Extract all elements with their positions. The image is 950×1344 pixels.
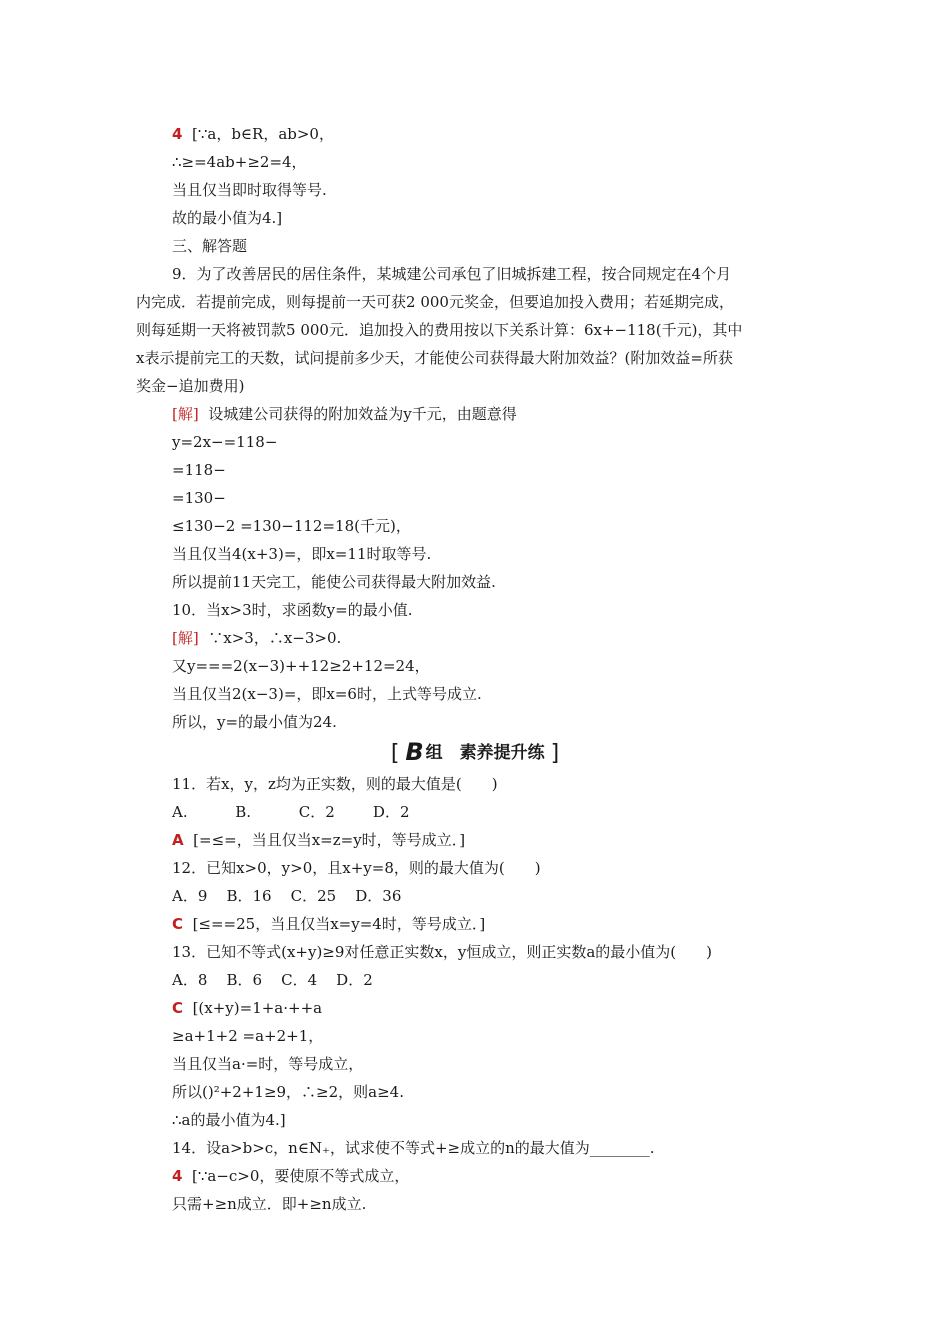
text-line <box>172 236 247 256</box>
text-line <box>136 348 733 368</box>
text-line <box>172 858 541 878</box>
line-text: 10．当x>3时，求函数y=的最小值. <box>172 601 413 619</box>
line-text: 三、解答题 <box>172 237 248 255</box>
line-text: x表示提前完工的天数，试问提前多少天，才能使公司获得最大附加效益？(附加效益=所获 <box>136 349 733 367</box>
text-line <box>172 774 498 794</box>
line-text: A. B. C．2 D．2 <box>172 803 410 821</box>
text-line <box>172 208 282 228</box>
line-text: [(x+y)=1+a·++a <box>192 999 323 1017</box>
line-text: =130− <box>172 489 226 507</box>
solution-label: [解] <box>172 629 199 647</box>
line-text: 所以，y=的最小值为24. <box>172 713 337 731</box>
text-line <box>172 712 337 732</box>
solution-label: [解] <box>172 405 199 423</box>
text-line <box>172 516 411 536</box>
line-text: 13．已知不等式(x+y)≥9对任意正实数x，y恒成立，则正实数a的最小值为( ) <box>172 943 712 961</box>
line-text: 当且仅当a·=时，等号成立， <box>172 1055 364 1073</box>
answer-letter: 4 <box>172 125 183 143</box>
line-text: ∵x>3，∴x−3>0. <box>198 629 342 647</box>
answer-letter: 4 <box>172 1167 183 1185</box>
text-line <box>172 1166 409 1186</box>
text-line <box>172 1026 323 1046</box>
text-line <box>172 1194 366 1214</box>
line-text: 9．为了改善居民的居住条件，某城建公司承包了旧城拆建工程，按合同规定在4个月 <box>172 265 732 283</box>
text-line <box>172 544 431 564</box>
section-heading-b <box>0 738 950 766</box>
text-line <box>172 1082 404 1102</box>
text-line <box>172 656 430 676</box>
text-line <box>172 1110 286 1130</box>
answer-letter: C <box>172 999 184 1017</box>
line-text: 12．已知x>0，y>0，且x+y=8，则的最大值为( ) <box>172 859 541 877</box>
text-line <box>172 572 496 592</box>
line-text: 14．设a>b>c，n∈N₊，试求使不等式+≥成立的n的最大值为________. <box>172 1139 655 1157</box>
text-line <box>172 404 517 424</box>
line-text: 故的最小值为4.] <box>172 209 283 227</box>
text-line <box>136 320 742 340</box>
text-line <box>172 432 277 452</box>
line-text: 则每延期一天将被罚款5 000元．追加投入的费用按以下关系计算：6x+−118(千元)，其中 <box>136 321 743 339</box>
text-line <box>172 152 307 172</box>
line-text: 当且仅当2(x−3)=，即x=6时，上式等号成立. <box>172 685 482 703</box>
text-line <box>172 802 410 822</box>
heading-close-bracket: ] <box>550 741 560 766</box>
line-text: 设城建公司获得的附加效益为y千元，由题意得 <box>198 405 517 423</box>
line-text: y=2x−=118− <box>172 433 278 451</box>
text-line <box>136 376 244 396</box>
text-line <box>172 180 327 200</box>
line-text: 所以()²+2+1≥9，∴≥2，则a≥4. <box>172 1083 404 1101</box>
line-text: [≤==25，当且仅当x=y=4时，等号成立．] <box>192 915 486 933</box>
line-text: [∵a−c>0，要使原不等式成立， <box>191 1167 410 1185</box>
text-line <box>172 264 731 284</box>
line-text: ≤130−2 =130−112=18(千元)， <box>172 517 411 535</box>
heading-letter: B <box>405 738 424 766</box>
line-text: =118− <box>172 461 226 479</box>
line-text: 所以提前11天完工，能使公司获得最大附加效益. <box>172 573 496 591</box>
text-line <box>172 830 465 850</box>
line-text: 当且仅当4(x+3)=，即x=11时取等号. <box>172 545 432 563</box>
text-line <box>172 942 712 962</box>
line-text: 内完成．若提前完成，则每提前一天可获2 000元奖金，但要追加投入费用；若延期完成， <box>136 293 734 311</box>
line-text: 11．若x，y，z均为正实数，则的最大值是( ) <box>172 775 498 793</box>
answer-letter: C <box>172 915 184 933</box>
text-line <box>172 600 412 620</box>
text-line <box>136 292 734 312</box>
answer-letter: A <box>172 831 184 849</box>
line-text: [=≤=，当且仅当x=z=y时，等号成立．] <box>193 831 466 849</box>
text-line <box>172 124 334 144</box>
line-text: ∴≥=4ab+≥2=4， <box>172 153 307 171</box>
heading-title: 组 素养提升练 <box>425 743 545 763</box>
text-line <box>172 914 485 934</box>
text-line <box>172 970 373 990</box>
line-text: 只需+≥n成立．即+≥n成立. <box>172 1195 367 1213</box>
line-text: 奖金−追加费用) <box>136 377 245 395</box>
text-line <box>172 488 226 508</box>
text-line <box>172 1054 363 1074</box>
line-text: 当且仅当即时取得等号. <box>172 181 327 199</box>
text-line <box>172 684 482 704</box>
line-text: ∴a的最小值为4.] <box>172 1111 286 1129</box>
line-text: A．8 B．6 C．4 D．2 <box>172 971 373 989</box>
text-line <box>172 460 226 480</box>
line-text: A．9 B．16 C．25 D．36 <box>172 887 402 905</box>
line-text: [∵a，b∈R，ab>0， <box>191 125 334 143</box>
line-text: 又y===2(x−3)++12≥2+12=24， <box>172 657 430 675</box>
text-line <box>172 998 322 1018</box>
line-text: ≥a+1+2 =a+2+1， <box>172 1027 324 1045</box>
text-line <box>172 628 341 648</box>
text-line <box>172 1138 655 1158</box>
text-line <box>172 886 401 906</box>
heading-open-bracket: [ <box>390 741 400 766</box>
